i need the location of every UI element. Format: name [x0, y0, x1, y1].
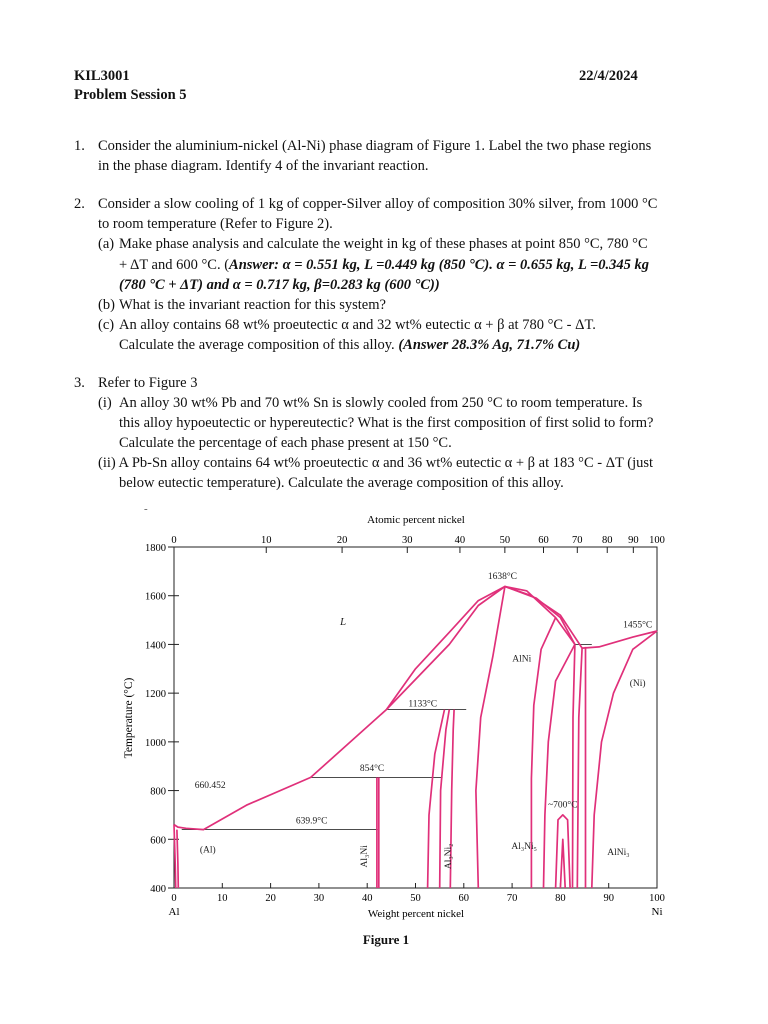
q3i-label: (i) [98, 395, 112, 411]
annotation-label: ~700°C [548, 800, 578, 811]
x-tick-label: 70 [506, 893, 518, 904]
q3-line1: Refer to Figure 3 [98, 375, 198, 391]
q3ii-line1: (ii) A Pb-Sn alloy contains 64 wt% proeutectic α and 36 wt% eutectic α + β at 183 °C - ΔT (just [98, 455, 654, 471]
stray-mark: - [144, 503, 148, 515]
top-tick-label: 10 [261, 535, 272, 546]
document-date: 22/4/2024 [579, 68, 638, 84]
top-axis-title: Atomic percent nickel [367, 514, 465, 526]
q3ii-line2: below eutectic temperature). Calculate the average composition of this alloy. [119, 475, 564, 491]
x-tick-label: 40 [361, 893, 373, 904]
phase-boundaries [174, 587, 657, 889]
x-tick-label: 80 [555, 893, 566, 904]
x-tick-label: 90 [603, 893, 614, 904]
annotation-label: 1638°C [487, 572, 518, 583]
ni-end-label: Ni [651, 906, 663, 918]
annotation-label: 854°C [359, 764, 385, 775]
q3i-line1: An alloy 30 wt% Pb and 70 wt% Sn is slowly cooled from 250 °C to room temperature. Is [119, 395, 643, 411]
x-tick-label: 10 [217, 893, 228, 904]
top-tick-label: 0 [171, 535, 177, 546]
top-tick-label: 90 [628, 535, 639, 546]
top-tick-label: 40 [454, 535, 466, 546]
phase-boundary [428, 710, 445, 889]
annotation-label: Al₃Ni₅ [511, 842, 537, 853]
q2-number: 2. [74, 196, 85, 212]
annotation-label: (Al) [199, 845, 216, 856]
y-tick-label: 600 [150, 835, 166, 847]
q2c-line1: An alloy contains 68 wt% proeutectic α and 32 wt% eutectic α + β at 780 °C - ΔT. [119, 317, 596, 333]
q2c-label: (c) [98, 317, 115, 333]
phase-boundary [573, 644, 575, 888]
annotation-label: 1455°C [623, 620, 653, 631]
al-end-label: Al [168, 906, 180, 918]
q3i-line2: this alloy hypoeutectic or hypereutectic? What is the first composition of first solid to form? [119, 415, 654, 431]
q2a-answer-part1: Answer: α = 0.551 kg, L =0.449 kg (850 °C). α = 0.655 kg, L =0.345 kg [229, 257, 649, 273]
q2b-line1: What is the invariant reaction for this system? [119, 297, 386, 313]
annotation-label: 1133°C [408, 699, 438, 710]
plot-frame [174, 547, 657, 888]
y-axis-title: Temperature (°C) [123, 677, 135, 759]
annotation-label: 639.9°C [295, 816, 328, 827]
y-tick-label: 1400 [145, 640, 166, 652]
annotation-label: 660.452 [194, 781, 226, 792]
x-tick-label: 100 [649, 893, 665, 904]
q2a-label: (a) [98, 236, 115, 252]
q1-line2: in the phase diagram. Identify 4 of the invariant reaction. [98, 158, 429, 174]
top-tick-label: 60 [538, 535, 549, 546]
phase-boundary [174, 587, 575, 830]
q3-number: 3. [74, 375, 85, 391]
q2c-line2-text: Calculate the average composition of this alloy. [119, 337, 399, 353]
top-tick-label: 70 [572, 535, 583, 546]
session-title: Problem Session 5 [74, 87, 187, 103]
x-tick-label: 30 [313, 893, 325, 904]
diagram-labels [195, 571, 652, 869]
annotation-label: (Ni) [629, 678, 646, 689]
phase-boundary [476, 587, 505, 889]
phase-boundary [577, 648, 582, 888]
compound-label: Al₃Ni₂ [444, 843, 455, 870]
q3i-line3: Calculate the percentage of each phase present at 150 °C. [119, 435, 452, 451]
annotation-label: L [339, 615, 347, 628]
y-tick-label: 1000 [145, 737, 166, 749]
y-tick-label: 1200 [145, 689, 166, 701]
x-tick-label: 50 [410, 893, 421, 904]
y-tick-label: 400 [150, 884, 166, 895]
x-tick-label: 60 [458, 893, 470, 904]
x-axis-title: Weight percent nickel [367, 908, 465, 920]
phase-boundary [544, 644, 575, 888]
q1-line1: Consider the aluminium-nickel (Al-Ni) phase diagram of Figure 1. Label the two phase regions [98, 138, 652, 154]
q2a-line1: Make phase analysis and calculate the weight in kg of these phases at point 850 °C, 780 °C [119, 236, 648, 252]
phase-boundary [560, 839, 565, 888]
top-tick-label: 50 [499, 535, 511, 546]
q2c-answer: (Answer 28.3% Ag, 71.7% Cu) [398, 337, 581, 353]
q2-line1: Consider a slow cooling of 1 kg of copper-Silver alloy of composition 30% silver, from 1000 °C [98, 196, 658, 212]
q2a-line2-text: + ΔT and 600 °C. ( [119, 257, 230, 273]
x-tick-label: 0 [171, 893, 177, 904]
axis-ticks [145, 535, 665, 904]
course-code: KIL3001 [74, 68, 130, 84]
annotation-label: AlNi [512, 654, 532, 665]
q2-line2: to room temperature (Refer to Figure 2). [98, 216, 333, 232]
q2a-answer-part2: (780 °C + ΔT) and α = 0.717 kg, β=0.283 kg (600 °C)) [119, 277, 440, 293]
top-tick-label: 100 [649, 535, 665, 546]
top-tick-label: 20 [336, 535, 348, 546]
top-tick-label: 80 [602, 535, 613, 546]
y-tick-label: 1800 [145, 543, 166, 554]
y-tick-label: 800 [150, 786, 166, 798]
x-tick-label: 20 [265, 893, 276, 904]
q2b-label: (b) [98, 297, 115, 313]
top-tick-label: 30 [402, 535, 413, 546]
compound-label: Al₃Ni [360, 845, 371, 868]
y-tick-label: 1600 [145, 591, 166, 603]
plot-border [174, 547, 657, 888]
q1-number: 1. [74, 138, 85, 154]
annotation-label: AlNi₃ [607, 848, 630, 859]
phase-boundary [177, 830, 178, 888]
figure-caption: Figure 1 [362, 932, 410, 947]
